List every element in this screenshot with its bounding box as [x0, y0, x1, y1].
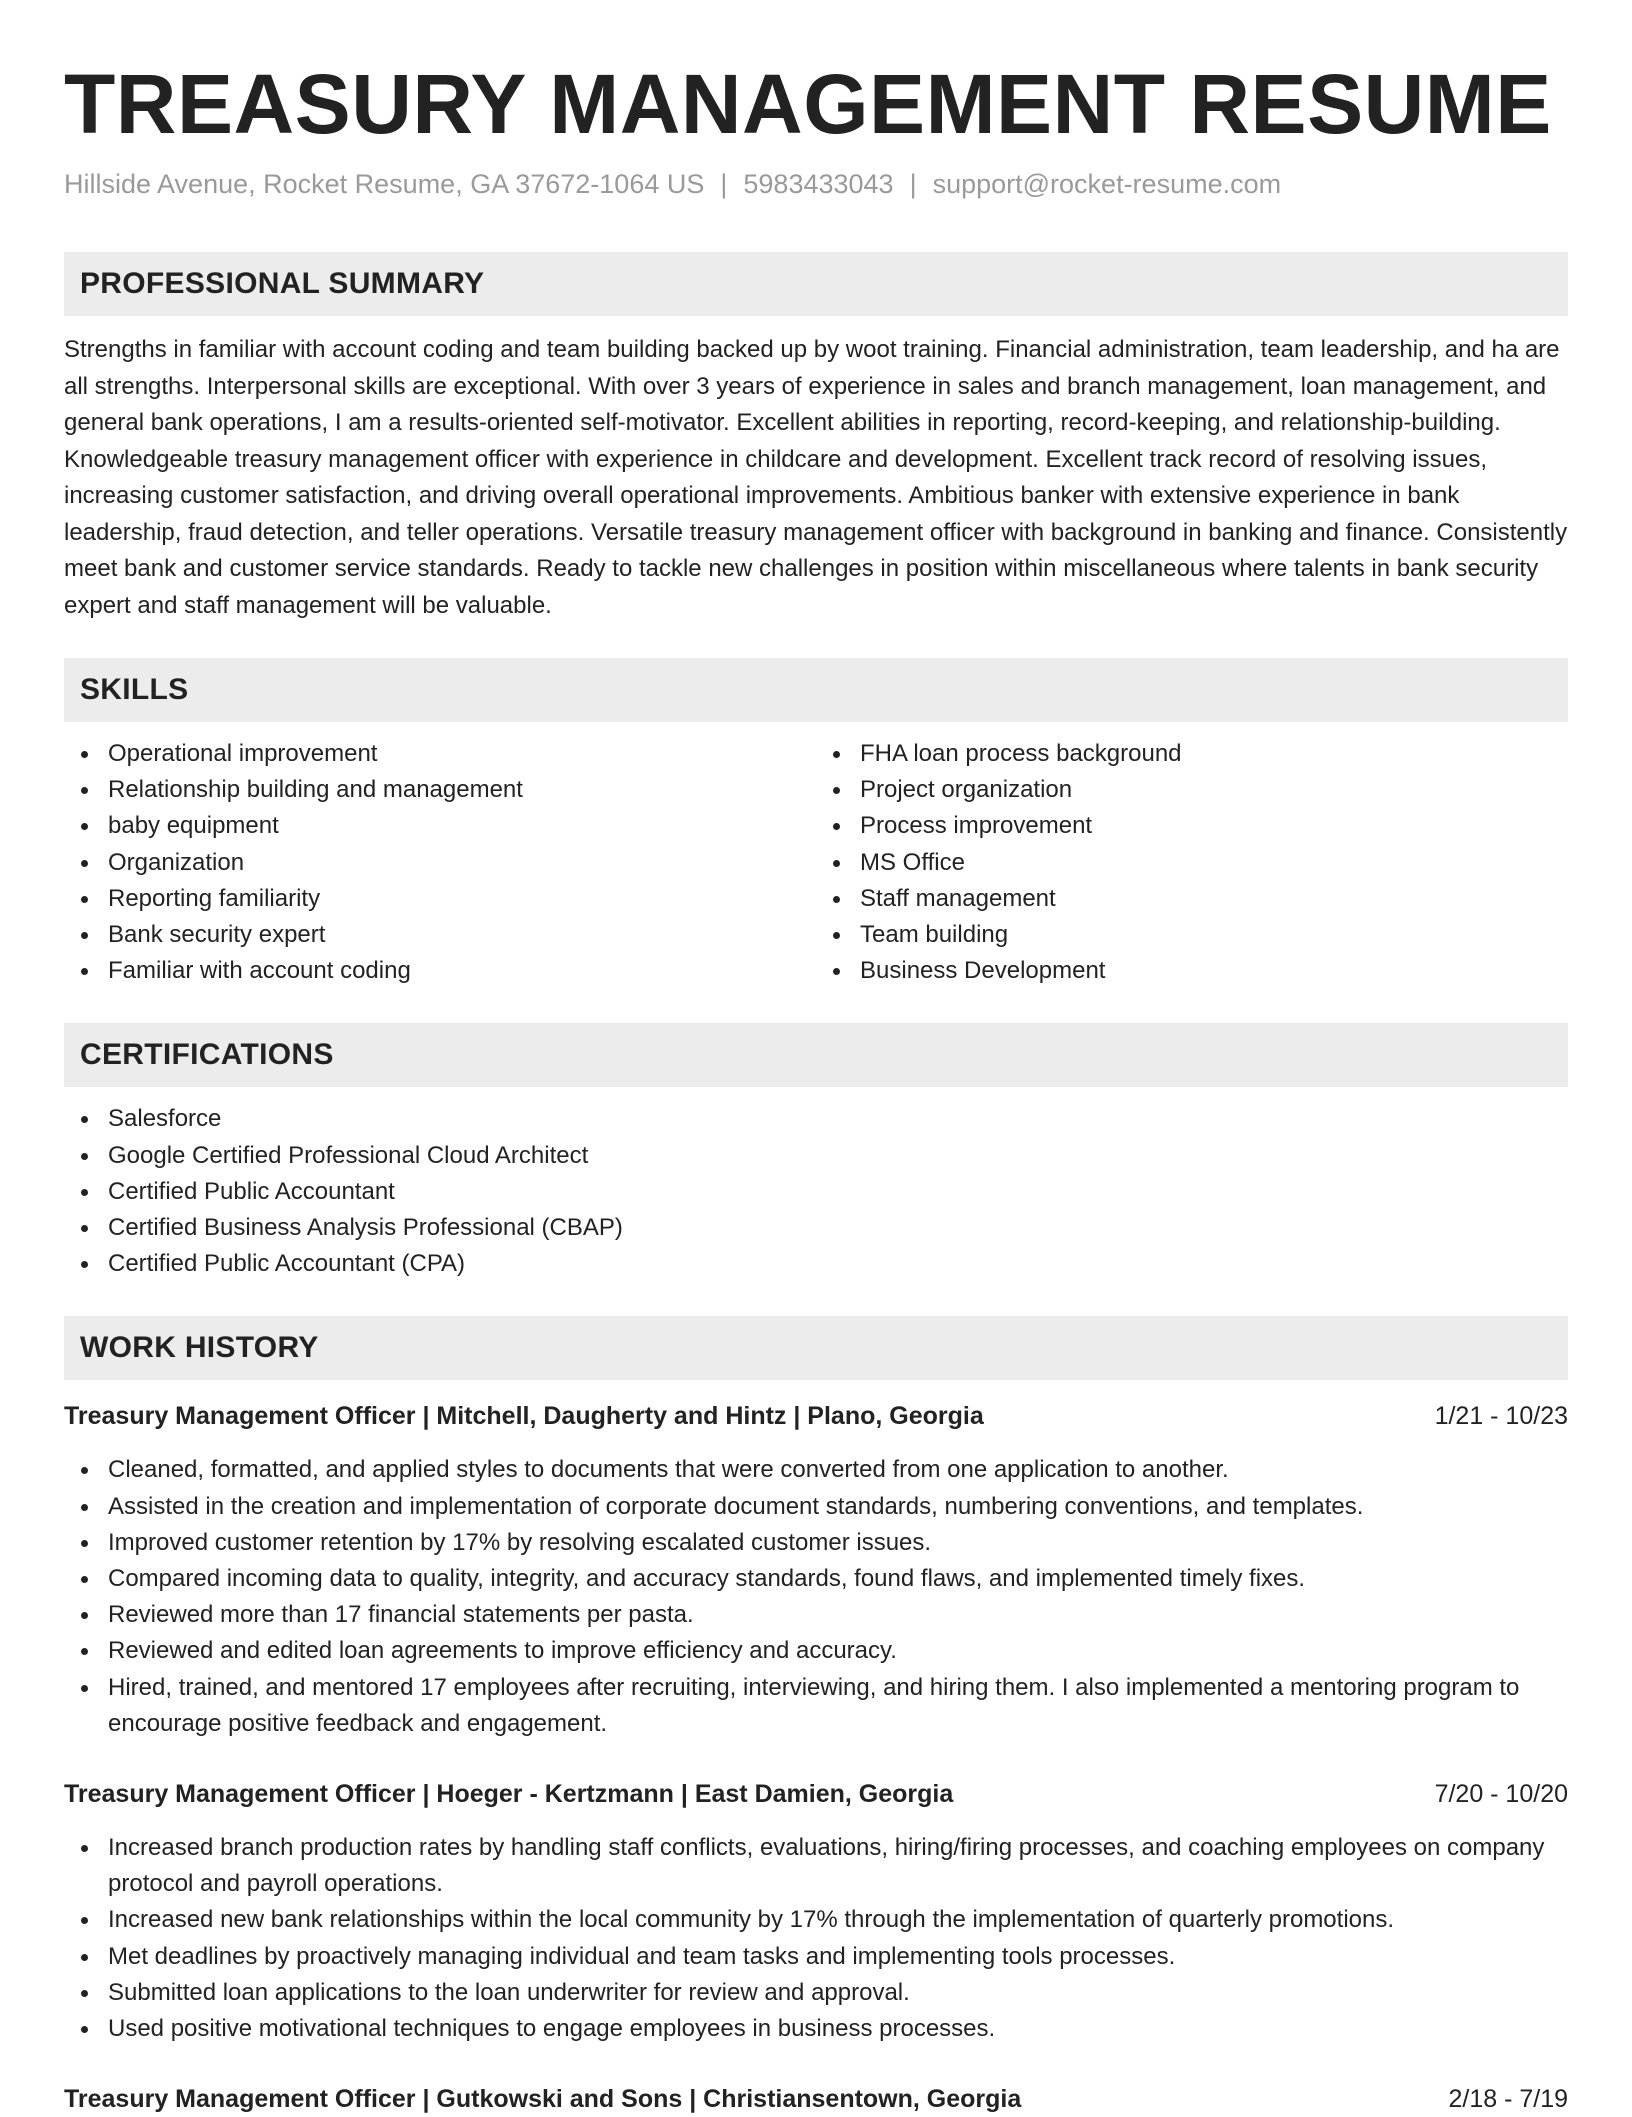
list-item: Familiar with account coding	[108, 953, 816, 989]
address: Hillside Avenue, Rocket Resume, GA 37672-1064 US	[64, 169, 705, 199]
resume-page	[64, 0, 1568, 2117]
contact-line	[64, 166, 1568, 202]
list-item: Improved customer retention by 17% by resolving escalated customer issues.	[108, 1525, 1568, 1561]
skills-list	[64, 736, 1568, 989]
job-bullets	[64, 1452, 1568, 1742]
contact-separator: |	[909, 169, 917, 199]
resume-title: TREASURY MANAGEMENT RESUME	[64, 57, 1552, 151]
job-title: Treasury Management Officer | Gutkowski and Sons | Christiansentown, Georgia	[64, 2085, 1022, 2114]
job-header	[64, 1776, 1568, 1812]
list-item: Relationship building and management	[108, 772, 816, 808]
job-bullets	[64, 1830, 1568, 2047]
skills-column-right	[816, 736, 1568, 989]
list-item: Reporting familiarity	[108, 881, 816, 917]
job-dates: 7/20 - 10/20	[1434, 1780, 1568, 1809]
list-item: Process improvement	[860, 808, 1568, 844]
job-entry	[64, 1776, 1568, 2047]
section-heading-skills: SKILLS	[64, 658, 1568, 722]
list-item: baby equipment	[108, 808, 816, 844]
list-item: Bank security expert	[108, 917, 816, 953]
list-item: Business Development	[860, 953, 1568, 989]
job-title: Treasury Management Officer | Hoeger - Kertzmann | East Damien, Georgia	[64, 1780, 954, 1809]
job-dates: 1/21 - 10/23	[1434, 1402, 1568, 1431]
list-item: Hired, trained, and mentored 17 employees after recruiting, interviewing, and hiring them. I also implemented a mentoring program to encourage positive feedback and engagement.	[108, 1670, 1568, 1742]
list-item: Increased new bank relationships within the local community by 17% through the implementation of quarterly promotions.	[108, 1902, 1568, 1938]
certifications-list	[64, 1101, 1568, 1282]
email-address: support@rocket-resume.com	[932, 169, 1282, 199]
list-item: Team building	[860, 917, 1568, 953]
list-item: Met deadlines by proactively managing individual and team tasks and implementing tools processes.	[108, 1939, 1568, 1975]
list-item: Certified Public Accountant (CPA)	[108, 1246, 1568, 1282]
list-item: Increased branch production rates by handling staff conflicts, evaluations, hiring/firing processes, and coaching employees on company protocol and payroll operations.	[108, 1830, 1568, 1902]
list-item: Certified Public Accountant	[108, 1174, 1568, 1210]
section-heading-work-history: WORK HISTORY	[64, 1316, 1568, 1380]
list-item: Staff management	[860, 881, 1568, 917]
list-item: Google Certified Professional Cloud Architect	[108, 1138, 1568, 1174]
job-entry	[64, 1398, 1568, 1742]
job-header	[64, 1398, 1568, 1434]
summary-paragraph: Strengths in familiar with account coding and team building backed up by woot training. Financial administration, team leadership, and ha are all strengths. Interpersonal skills are exceptional. With over 3 years of experience in sales and branch management, loan management, and general bank operations, I am a results-oriented self-motivator. Excellent abilities in reporting, record-keeping, and relationship-building. Knowledgeable treasury management officer with experience in childcare and development. Excellent track record of resolving issues, increasing customer satisfaction, and driving overall operational improvements. Ambitious banker with extensive experience in bank leadership, fraud detection, and teller operations. Versatile treasury management officer with background in banking and finance. Consistently meet bank and customer service standards. Ready to tackle new challenges in position within miscellaneous where talents in bank security expert and staff management will be valuable.	[64, 336, 1568, 619]
list-item: Salesforce	[108, 1101, 1568, 1137]
list-item: Used positive motivational techniques to engage employees in business processes.	[108, 2011, 1568, 2047]
list-item: Organization	[108, 845, 816, 881]
list-item: Project organization	[860, 772, 1568, 808]
list-item: Operational improvement	[108, 736, 816, 772]
list-item: Certified Business Analysis Professional (CBAP)	[108, 1210, 1568, 1246]
section-heading-certifications: CERTIFICATIONS	[64, 1023, 1568, 1087]
job-dates: 2/18 - 7/19	[1448, 2085, 1568, 2114]
list-item: Cleaned, formatted, and applied styles to documents that were converted from one application to another.	[108, 1452, 1568, 1488]
contact-separator: |	[720, 169, 728, 199]
phone-number: 5983433043	[743, 169, 894, 199]
list-item: Compared incoming data to quality, integrity, and accuracy standards, found flaws, and implemented timely fixes.	[108, 1561, 1568, 1597]
job-title: Treasury Management Officer | Mitchell, Daugherty and Hintz | Plano, Georgia	[64, 1402, 984, 1431]
list-item: FHA loan process background	[860, 736, 1568, 772]
skills-column-left	[64, 736, 816, 989]
list-item: MS Office	[860, 845, 1568, 881]
list-item: Submitted loan applications to the loan underwriter for review and approval.	[108, 1975, 1568, 2011]
list-item: Reviewed and edited loan agreements to improve efficiency and accuracy.	[108, 1633, 1568, 1669]
section-heading-professional-summary: PROFESSIONAL SUMMARY	[64, 252, 1568, 316]
list-item: Reviewed more than 17 financial statements per pasta.	[108, 1597, 1568, 1633]
list-item: Assisted in the creation and implementation of corporate document standards, numbering conventions, and templates.	[108, 1489, 1568, 1525]
